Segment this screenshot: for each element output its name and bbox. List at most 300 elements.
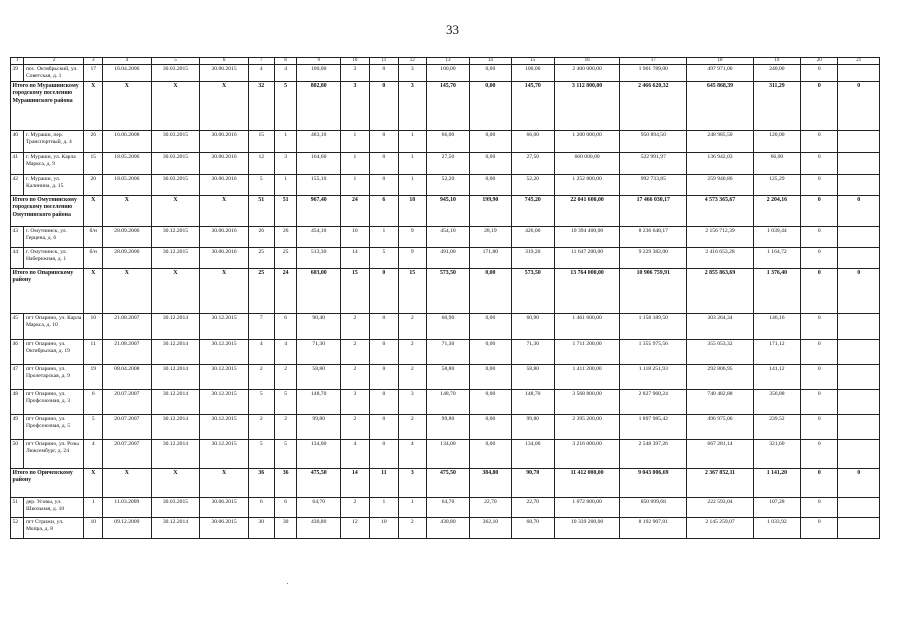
table-cell: 14 — [340, 469, 369, 498]
table-cell: 2 — [398, 518, 426, 539]
table-cell: 0 — [801, 365, 838, 390]
table-cell: 426,00 — [511, 227, 554, 248]
summary-label-cell: Итого по Оричевскому району — [11, 469, 84, 498]
table-cell: 27,50 — [511, 153, 554, 175]
column-number-cell: 13 — [426, 58, 469, 65]
column-number-cell: 7 — [248, 58, 274, 65]
table-cell — [838, 498, 880, 518]
table-cell: Х — [151, 196, 200, 227]
table-cell: 5 — [84, 415, 103, 440]
table-cell: 1 — [398, 131, 426, 153]
table-cell: 3 — [398, 82, 426, 131]
table-cell: Х — [84, 269, 103, 314]
table-cell: 1 — [340, 175, 369, 196]
table-cell: 145,70 — [511, 82, 554, 131]
table-cell: Х — [200, 469, 249, 498]
table-cell: 2 — [274, 365, 297, 390]
column-number-cell: 8 — [274, 58, 297, 65]
table-cell: 20 — [84, 175, 103, 196]
table-cell: 4 — [274, 65, 297, 82]
table-cell: 1 — [398, 498, 426, 518]
table-cell: 68,70 — [511, 518, 554, 539]
table-cell: 30.06.2016 — [200, 248, 249, 269]
table-cell: 30.06.2015 — [200, 498, 249, 518]
row-number-cell: 43 — [11, 227, 24, 248]
table-cell: 1 033,92 — [753, 518, 801, 539]
address-cell: пгт Опарино, ул. Профсоюзная, д. 3 — [24, 390, 84, 415]
table-cell: 20.07.2007 — [103, 440, 152, 469]
table-cell: 802,80 — [297, 82, 340, 131]
table-cell: 90,40 — [297, 314, 340, 340]
table-cell: 136 942,03 — [687, 153, 753, 175]
column-number-cell: 1 — [11, 58, 24, 65]
table-cell: 497 971,00 — [687, 65, 753, 82]
table-cell — [838, 518, 880, 539]
table-cell: 71,30 — [426, 340, 469, 365]
table-cell: 9 — [398, 227, 426, 248]
table-cell: 71,30 — [297, 340, 340, 365]
table-cell: 2 — [398, 340, 426, 365]
table-cell: 20.07.2007 — [103, 415, 152, 440]
table-cell: 20.07.2007 — [103, 390, 152, 415]
table-cell: 15 — [340, 269, 369, 314]
table-cell: 2 — [340, 415, 369, 440]
table-cell: 30.12.2015 — [200, 365, 249, 390]
table-cell: 0 — [369, 314, 398, 340]
table-cell: 0 — [369, 415, 398, 440]
table-cell: 0 — [801, 518, 838, 539]
table-cell: 5 — [274, 390, 297, 415]
table-cell: 58,80 — [297, 365, 340, 390]
table-cell: 1 — [274, 131, 297, 153]
table-cell: 8 236 648,17 — [620, 227, 687, 248]
table-cell: 0 — [369, 365, 398, 390]
summary-row — [11, 196, 880, 227]
table-cell: 0 — [801, 131, 838, 153]
address-cell: г. Омутнинск, ул. Набережная, д. 1 — [24, 248, 84, 269]
table-cell: 17 466 030,17 — [620, 196, 687, 227]
table-cell: 64,70 — [426, 498, 469, 518]
table-cell: 1 711 200,00 — [555, 340, 620, 365]
table-cell: Х — [103, 196, 152, 227]
table-cell: 2 827 960,24 — [620, 390, 687, 415]
table-cell: 141,12 — [753, 365, 801, 390]
table-row — [11, 153, 880, 175]
column-number-cell: 19 — [753, 58, 801, 65]
table-cell: 356,88 — [753, 390, 801, 415]
table-cell: 603,00 — [297, 269, 340, 314]
table-cell: 1 — [84, 498, 103, 518]
table-cell: 30.12.2014 — [151, 340, 200, 365]
table-cell: 60,90 — [511, 314, 554, 340]
table-cell: 0 — [801, 248, 838, 269]
table-cell: Х — [151, 469, 200, 498]
table-cell: 2 — [340, 314, 369, 340]
table-cell: 0,00 — [470, 175, 511, 196]
address-cell: г. Мураши, пер. Транспортный, д. 4 — [24, 131, 84, 153]
table-cell: 22,70 — [511, 498, 554, 518]
table-cell: 52,20 — [426, 175, 469, 196]
table-cell: 10 — [369, 518, 398, 539]
scan-speck — [287, 583, 288, 584]
table-cell: 10 339 200,00 — [555, 518, 620, 539]
table-cell: 321,60 — [753, 440, 801, 469]
table-cell: 0 — [801, 415, 838, 440]
table-cell: 430,80 — [426, 518, 469, 539]
table-cell: 0 — [838, 196, 880, 227]
table-cell: 1 141,20 — [753, 469, 801, 498]
table-cell: 171,80 — [470, 248, 511, 269]
row-number-cell: 39 — [11, 65, 24, 82]
table-cell: 30.12.2014 — [151, 314, 200, 340]
table-cell: 11 — [84, 340, 103, 365]
table-cell: 0 — [801, 196, 838, 227]
table-cell: 0,00 — [470, 153, 511, 175]
table-cell: 3 112 800,00 — [555, 82, 620, 131]
table-cell: 8 192 907,01 — [620, 518, 687, 539]
table-cell: 1 200 000,00 — [555, 131, 620, 153]
table-cell: 51 — [248, 196, 274, 227]
table-cell: Х — [103, 82, 152, 131]
address-cell: пгт Опарино, ул. Пролетарская, д. 9 — [24, 365, 84, 390]
table-cell: 26 — [248, 227, 274, 248]
summary-label-cell: Итого по Мурашинскому городскому поселению Мурашинского района — [11, 82, 84, 131]
summary-row — [11, 82, 880, 131]
table-cell: 3 — [398, 65, 426, 82]
table-cell: 30.03.2015 — [151, 65, 200, 82]
table-cell: 4 — [398, 440, 426, 469]
table-cell: 134,00 — [511, 440, 554, 469]
table-cell: 10 906 759,91 — [620, 269, 687, 314]
table-cell: 239,52 — [753, 415, 801, 440]
row-number-cell: 42 — [11, 175, 24, 196]
table-cell: 3 — [340, 390, 369, 415]
table-cell: 2 — [340, 498, 369, 518]
row-number-cell: 40 — [11, 131, 24, 153]
table-cell: 2 — [274, 415, 297, 440]
table-cell: 30.06.2015 — [200, 65, 249, 82]
table-cell: 28.09.2006 — [103, 227, 152, 248]
table-cell: 1 039,44 — [753, 227, 801, 248]
table-cell: 18 — [398, 196, 426, 227]
table-cell: Х — [200, 196, 249, 227]
housing-program-table — [10, 57, 880, 539]
table-cell: 30.12.2015 — [200, 415, 249, 440]
table-cell: 311,29 — [753, 82, 801, 131]
table-cell: 0 — [801, 227, 838, 248]
table-cell: Х — [200, 82, 249, 131]
table-cell: 513,30 — [297, 248, 340, 269]
column-number-cell: 21 — [838, 58, 880, 65]
table-cell: 30.06.2016 — [200, 131, 249, 153]
table-cell: 30.03.2015 — [151, 131, 200, 153]
table-cell: 4 — [274, 340, 297, 365]
table-cell — [838, 365, 880, 390]
table-cell: 0,00 — [470, 415, 511, 440]
table-cell: 0 — [369, 175, 398, 196]
table-cell: 4 — [340, 440, 369, 469]
table-cell: 0 — [801, 314, 838, 340]
table-row — [11, 440, 880, 469]
table-cell: 0 — [369, 440, 398, 469]
table-cell: 2 548 397,26 — [620, 440, 687, 469]
column-number-cell: 3 — [84, 58, 103, 65]
address-cell: г. Мураши, ул. Калинина, д. 15 — [24, 175, 84, 196]
table-cell: 992 733,85 — [620, 175, 687, 196]
table-cell: 10 — [340, 227, 369, 248]
table-cell: 667 281,14 — [687, 440, 753, 469]
table-cell: 454,10 — [297, 227, 340, 248]
table-cell: 30.12.2015 — [151, 227, 200, 248]
table-cell: 30.12.2015 — [200, 390, 249, 415]
table-cell: 19 — [84, 365, 103, 390]
table-cell: б/н — [84, 227, 103, 248]
table-cell: 3 — [398, 390, 426, 415]
table-cell: 0 — [369, 65, 398, 82]
table-cell: 384,80 — [470, 469, 511, 498]
table-cell: 0,00 — [470, 390, 511, 415]
table-cell: 30.06.2016 — [200, 175, 249, 196]
table-cell: 1 901 789,00 — [620, 65, 687, 82]
table-row — [11, 314, 880, 340]
table-cell: 475,50 — [297, 469, 340, 498]
table-row — [11, 248, 880, 269]
column-number-cell: 2 — [24, 58, 84, 65]
table-row — [11, 175, 880, 196]
table-cell: 2 416 653,28 — [687, 248, 753, 269]
table-cell: 303 264,34 — [687, 314, 753, 340]
table-cell: 2 855 863,69 — [687, 269, 753, 314]
row-number-cell: 48 — [11, 390, 24, 415]
table-cell: 1 — [340, 153, 369, 175]
column-number-cell: 5 — [151, 58, 200, 65]
table-cell: 2 — [340, 340, 369, 365]
table-cell: 0,00 — [470, 269, 511, 314]
table-cell: 355 053,32 — [687, 340, 753, 365]
table-cell: 5 — [274, 82, 297, 131]
table-cell: 573,50 — [511, 269, 554, 314]
table-cell: 30.12.2015 — [200, 440, 249, 469]
table-cell: 850 099,68 — [620, 498, 687, 518]
summary-label-cell: Итого по Омутнинскому городскому поселению Омутнинского района — [11, 196, 84, 227]
table-cell: 12 — [340, 518, 369, 539]
table-cell: 1 — [274, 175, 297, 196]
table-cell: 1 252 800,00 — [555, 175, 620, 196]
table-cell: 573,50 — [426, 269, 469, 314]
table-cell: 1 — [398, 153, 426, 175]
table-cell: 171,12 — [753, 340, 801, 365]
column-number-cell: 20 — [801, 58, 838, 65]
table-cell: 30.12.2015 — [151, 248, 200, 269]
table-cell: 148,70 — [426, 390, 469, 415]
table-cell: 222 593,04 — [687, 498, 753, 518]
table-cell: 125,29 — [753, 175, 801, 196]
table-cell — [838, 340, 880, 365]
table-cell: 58,80 — [426, 365, 469, 390]
table-cell: 1 — [398, 175, 426, 196]
table-cell: 30 — [248, 518, 274, 539]
table-cell: 0 — [801, 340, 838, 365]
table-cell: 248 985,50 — [687, 131, 753, 153]
table-cell: 0 — [369, 131, 398, 153]
table-cell: 740 482,88 — [687, 390, 753, 415]
address-cell: дер. Усовы, ул. Школьная, д. 10 — [24, 498, 84, 518]
table-cell: 10 — [84, 518, 103, 539]
table-cell: Х — [84, 469, 103, 498]
table-cell: 100,00 — [511, 65, 554, 82]
table-row — [11, 131, 880, 153]
table-cell: 08.04.2008 — [103, 365, 152, 390]
table-cell: 30.06.2016 — [200, 153, 249, 175]
table-cell: Х — [84, 196, 103, 227]
table-cell: 0 — [801, 153, 838, 175]
table-cell: 4 — [84, 440, 103, 469]
summary-row — [11, 469, 880, 498]
table-cell: 6 — [369, 196, 398, 227]
table-cell: 16.04.2006 — [103, 65, 152, 82]
table-cell: 9 229 382,00 — [620, 248, 687, 269]
table-cell: 71,30 — [511, 340, 554, 365]
table-cell: 30.03.2015 — [151, 498, 200, 518]
table-cell: 0 — [369, 153, 398, 175]
address-cell: г. Омутнинск, ул. Герцена, д. 6 — [24, 227, 84, 248]
table-cell: 21.08.2007 — [103, 340, 152, 365]
table-cell: 11 412 000,00 — [555, 469, 620, 498]
table-cell: 1 158 189,50 — [620, 314, 687, 340]
table-cell: 13 764 000,00 — [555, 269, 620, 314]
row-number-cell: 49 — [11, 415, 24, 440]
table-cell: 292 806,95 — [687, 365, 753, 390]
table-cell: 2 400 000,00 — [555, 65, 620, 82]
table-cell: 2 — [248, 415, 274, 440]
table-cell: 30.03.2015 — [151, 153, 200, 175]
table-cell: 11.03.2009 — [103, 498, 152, 518]
table-cell: 1 072 800,00 — [555, 498, 620, 518]
table-cell: 199,90 — [470, 196, 511, 227]
table-cell: 30.06.2015 — [200, 518, 249, 539]
table-cell: 454,10 — [426, 227, 469, 248]
table-cell: 09.12.2009 — [103, 518, 152, 539]
table-cell: 3 — [340, 82, 369, 131]
table-cell: 3 — [274, 153, 297, 175]
table-cell: 5 — [248, 175, 274, 196]
table-cell: 2 466 620,32 — [620, 82, 687, 131]
table-cell: 967,40 — [297, 196, 340, 227]
table-cell: 27,50 — [426, 153, 469, 175]
table-cell: 945,10 — [426, 196, 469, 227]
table-cell: 522 991,97 — [620, 153, 687, 175]
table-cell: 240,00 — [753, 65, 801, 82]
table-cell: 2 — [340, 365, 369, 390]
column-number-cell: 18 — [687, 58, 753, 65]
table-row — [11, 65, 880, 82]
table-cell: 3 216 000,00 — [555, 440, 620, 469]
table-cell — [838, 314, 880, 340]
table-cell: 0 — [838, 269, 880, 314]
table-cell: 18.05.2006 — [103, 175, 152, 196]
summary-row — [11, 269, 880, 314]
table-cell: Х — [200, 269, 249, 314]
table-cell: 22 041 600,00 — [555, 196, 620, 227]
table-cell: 60,90 — [426, 314, 469, 340]
table-cell: 90,70 — [511, 469, 554, 498]
row-number-cell: 47 — [11, 365, 24, 390]
table-cell: 15 — [84, 153, 103, 175]
table-cell: б/н — [84, 248, 103, 269]
table-cell: 362,10 — [470, 518, 511, 539]
table-cell: 0,00 — [470, 314, 511, 340]
table-cell: 134,00 — [426, 440, 469, 469]
table-cell: 4 573 365,67 — [687, 196, 753, 227]
table-cell: 0 — [838, 82, 880, 131]
table-cell: 30.12.2014 — [151, 365, 200, 390]
table-cell: 5 — [274, 440, 297, 469]
table-cell: 2 — [398, 314, 426, 340]
table-cell: 100,00 — [297, 65, 340, 82]
table-cell — [838, 131, 880, 153]
address-cell: пгт Опарино, ул. Профсоюзная, д. 5 — [24, 415, 84, 440]
table-cell: 1 — [369, 227, 398, 248]
table-cell: 99,80 — [297, 415, 340, 440]
table-cell: 430,80 — [297, 518, 340, 539]
table-cell: 1 — [369, 498, 398, 518]
address-cell: пгт Опарино, ул. Розы Люксембург, д. 24 — [24, 440, 84, 469]
table-cell: 259 940,86 — [687, 175, 753, 196]
table-cell: 99,80 — [511, 415, 554, 440]
table-cell: 21.08.2007 — [103, 314, 152, 340]
table-cell: 28.09.2006 — [103, 248, 152, 269]
table-cell: 30.06.2016 — [200, 227, 249, 248]
table-row — [11, 498, 880, 518]
table-cell: 15 — [248, 131, 274, 153]
row-number-cell: 44 — [11, 248, 24, 269]
table-cell: 319,20 — [511, 248, 554, 269]
table-row — [11, 340, 880, 365]
table-cell: 120,00 — [753, 131, 801, 153]
table-cell: 30.12.2014 — [151, 390, 200, 415]
table-cell: 11 — [369, 469, 398, 498]
table-cell: 52,20 — [511, 175, 554, 196]
table-cell: 6 — [274, 498, 297, 518]
table-cell — [838, 390, 880, 415]
table-cell: 11 647 200,00 — [555, 248, 620, 269]
table-cell: 2 — [248, 365, 274, 390]
table-cell: 1 355 975,56 — [620, 340, 687, 365]
table-cell: 1 376,40 — [753, 269, 801, 314]
table-cell: 2 — [398, 415, 426, 440]
table-cell: 25 — [248, 269, 274, 314]
table-cell: 0 — [801, 82, 838, 131]
column-number-cell: 15 — [511, 58, 554, 65]
column-number-cell: 10 — [340, 58, 369, 65]
table-cell — [838, 415, 880, 440]
table-cell: Х — [84, 82, 103, 131]
table-cell: 24 — [274, 269, 297, 314]
table-cell: 26 — [274, 227, 297, 248]
table-cell: 0,00 — [470, 340, 511, 365]
row-number-cell: 45 — [11, 314, 24, 340]
table-cell — [838, 175, 880, 196]
table-cell: 30.12.2014 — [151, 518, 200, 539]
column-number-row — [11, 58, 880, 65]
table-cell: 1 164,72 — [753, 248, 801, 269]
table-cell: 17 — [84, 65, 103, 82]
table-cell: 0 — [801, 175, 838, 196]
table-cell — [838, 248, 880, 269]
table-cell: 2 204,16 — [753, 196, 801, 227]
table-cell: 0 — [801, 390, 838, 415]
table-cell: 1 411 200,00 — [555, 365, 620, 390]
